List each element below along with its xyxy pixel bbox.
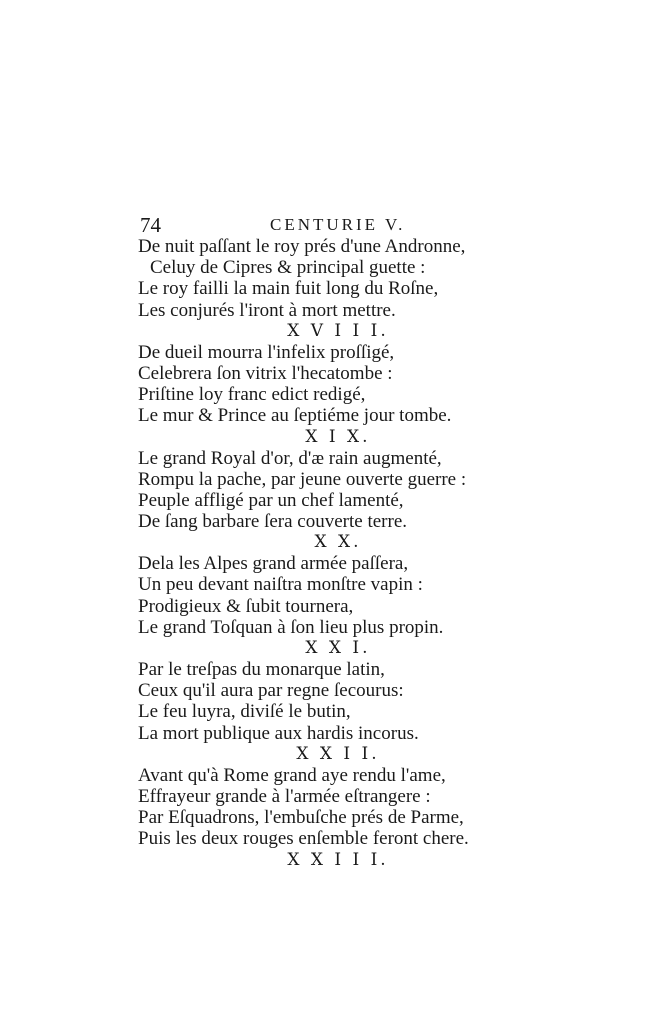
- quatrain-continued: [138, 236, 498, 321]
- verse-line: De nuit paſſant le roy prés d'une Andronne,: [138, 236, 466, 257]
- quatrain-19: [138, 427, 498, 533]
- verse-line: Effrayeur grande à l'armée eſtrangere :: [138, 785, 431, 807]
- verse-line: Celebrera ſon vitrix l'hecatombe :: [138, 362, 393, 384]
- verse-line: Rompu la pache, par jeune ouverte guerre :: [138, 468, 467, 490]
- verse-line: Les conjurés l'iront à mort mettre.: [138, 299, 396, 321]
- quatrain-20: [138, 532, 498, 638]
- verse-line: Prodigieux & ſubit tournera,: [138, 595, 354, 617]
- verse-line: Avant qu'à Rome grand aye rendu l'ame,: [138, 764, 446, 786]
- running-head: CENTURIE V.: [270, 215, 406, 234]
- quatrain-23: [138, 850, 498, 871]
- quatrain-number: X I X.: [305, 426, 371, 447]
- quatrain-18: [138, 321, 498, 427]
- quatrain-text: [138, 236, 498, 871]
- quatrain-number: X V I I I.: [287, 320, 389, 341]
- verse-line: Priſtine loy franc edict redigé,: [138, 384, 366, 406]
- verse-line: Dela les Alpes grand armée paſſera,: [138, 553, 409, 575]
- verse-line: Puis les deux rouges enſemble feront chere.: [138, 828, 469, 850]
- verse-line: Un peu devant naiſtra monſtre vapin :: [138, 574, 423, 596]
- quatrain-21: [138, 638, 498, 744]
- verse-line: Par Eſquadrons, l'embuſche prés de Parme,: [138, 807, 464, 829]
- verse-line: Le grand Toſquan à ſon lieu plus propin.: [138, 616, 444, 638]
- verse-line: Le mur & Prince au ſeptiéme jour tombe.: [138, 405, 452, 427]
- quatrain-number: X X I.: [305, 638, 371, 658]
- verse-line: De dueil mourra l'infelix proſſigé,: [138, 341, 395, 363]
- verse-line: De ſang barbare ſera couverte terre.: [138, 511, 407, 533]
- verse-line: Par le treſpas du monarque latin,: [138, 659, 385, 680]
- verse-line: Celuy de Cipres & principal guette :: [150, 257, 426, 279]
- verse-line: Le roy failli la main fuit long du Roſne,: [138, 278, 439, 300]
- quatrain-number: X X I I.: [296, 743, 380, 764]
- verse-line: La mort publique aux hardis incorus.: [138, 722, 419, 744]
- quatrain-number: X X I I I.: [287, 849, 389, 870]
- verse-line: Ceux qu'il aura par regne ſecourus:: [138, 680, 404, 702]
- verse-line: Le grand Royal d'or, d'æ rain augmenté,: [138, 447, 442, 469]
- page-header: [140, 212, 470, 238]
- verse-line: Le feu luyra, diviſé le butin,: [138, 701, 351, 723]
- page-number: 74: [140, 213, 161, 237]
- quatrain-22: [138, 744, 498, 850]
- verse-line: Peuple affligé par un chef lamenté,: [138, 489, 404, 511]
- quatrain-number: X X.: [314, 532, 362, 553]
